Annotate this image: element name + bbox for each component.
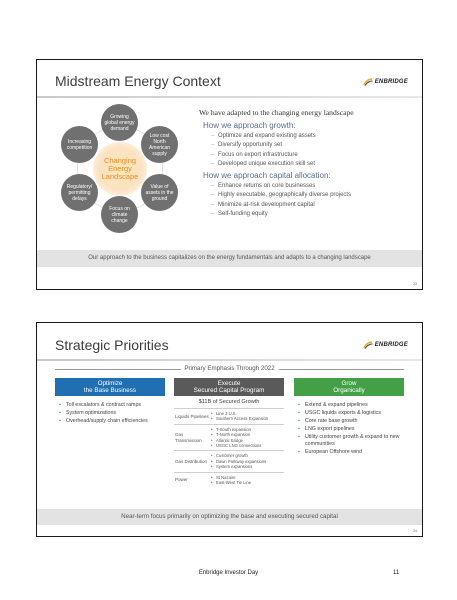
table-item: • Dawn Parkway expansions	[211, 459, 283, 464]
table-row	[174, 472, 284, 487]
table-item: • Southern Access Expansion	[211, 416, 283, 421]
approach-headline: We have adapted to the changing energy landscape	[199, 108, 354, 117]
slide-page-number: 23	[413, 282, 417, 286]
list-item: – Developed unique execution skill set	[211, 160, 417, 169]
enbridge-swoosh-icon	[363, 78, 373, 86]
table-item: • Atlantic Bridge	[211, 438, 283, 443]
table-row	[174, 451, 284, 472]
diagram-node: Increasing competition	[61, 126, 98, 163]
title-divider	[37, 359, 422, 361]
table-items	[210, 424, 284, 451]
diagram-node: Regulatory/ permitting delays	[61, 174, 98, 211]
column-execute-capital	[174, 378, 284, 487]
list-item: – Minimize at-risk development capital	[211, 201, 417, 210]
footer-page-number: 11	[393, 570, 400, 576]
energy-landscape-diagram	[55, 104, 185, 234]
table-item: • St Nazaire	[211, 475, 283, 480]
list-item: – Diversify opportunity set	[211, 141, 417, 150]
table-item: • T-North expansion	[211, 432, 283, 437]
column-list	[298, 402, 404, 455]
column-header	[55, 378, 165, 396]
list-item: ▪ System optimizations	[59, 410, 165, 417]
column-header	[294, 378, 404, 396]
column-grow-organically	[294, 378, 404, 457]
table-item: • System expansions	[211, 464, 283, 469]
list-item: ▪ LNG export pipelines	[298, 426, 404, 433]
growth-list	[211, 132, 417, 169]
secured-growth-subtitle: $11B of Secured Growth	[198, 399, 260, 405]
list-item: – Enhance returns on core businesses	[211, 182, 417, 191]
table-category: Liquids Pipelines	[174, 409, 210, 425]
slide-title: Midstream Energy Context	[55, 73, 221, 89]
table-row	[174, 409, 284, 425]
capital-heading: How we approach capital allocation:	[203, 171, 331, 181]
column-title-line: Secured Capital Program	[193, 387, 265, 394]
enbridge-swoosh-icon	[363, 341, 373, 349]
table-item: • Line 3 U.S.	[211, 411, 283, 416]
table-row	[174, 424, 284, 451]
list-item: – Optimize and expand existing assets	[211, 132, 417, 141]
column-title-line: Optimize	[97, 380, 123, 387]
list-item: ▪ Toll escalators & contract ramps	[59, 402, 165, 409]
list-item: – Highly executable, geographically diverse projects	[211, 191, 417, 200]
list-item: ▪ Utility customer growth & expand to new communities	[298, 434, 404, 447]
table-category: Power	[174, 472, 210, 487]
logo-text: ENBRIDGE	[374, 342, 408, 348]
column-title-line: the Base Business	[83, 387, 137, 394]
table-item: • USGC LNG connections	[211, 443, 283, 448]
slide-midstream-energy-context	[36, 59, 423, 290]
table-category: Gas Transmission	[174, 424, 210, 451]
slide-title: Strategic Priorities	[55, 337, 169, 353]
summary-banner: Near-term focus primarily on optimizing the base and executing secured capital	[37, 509, 422, 525]
diagram-node: Focus on climate change	[101, 196, 138, 233]
list-item: ▪ Extend & expand pipelines	[298, 402, 404, 409]
diagram-hub: Changing Energy Landscape	[93, 142, 147, 196]
table-items	[210, 409, 284, 425]
diagram-node: Growing global energy demand	[101, 104, 138, 141]
table-items	[210, 472, 284, 487]
table-item: • T-South expansion	[211, 427, 283, 432]
enbridge-logo	[363, 78, 408, 86]
column-header	[174, 378, 284, 396]
growth-heading: How we approach growth:	[203, 121, 296, 130]
summary-banner: Our approach to the business capitalizes on the energy fundamentals and adapts to a changing landscape	[37, 250, 422, 267]
table-item: • East-West Tie Line	[211, 480, 283, 485]
table-category: Gas Distribution	[174, 451, 210, 472]
list-item: – Self-funding equity	[211, 210, 417, 219]
approach-summary	[199, 108, 417, 221]
enbridge-logo	[363, 341, 408, 349]
diagram-node: Low cost North American supply	[141, 126, 178, 163]
logo-text: ENBRIDGE	[374, 79, 408, 85]
primary-emphasis-label	[55, 365, 404, 374]
footer-title: Enbridge Investor Day	[198, 570, 259, 576]
table-item: • Customer growth	[211, 453, 283, 458]
column-list	[59, 402, 165, 425]
capital-list	[211, 182, 417, 219]
column-title-line: Grow	[341, 380, 357, 387]
list-item: ▪ European Offshore wind	[298, 449, 404, 456]
diagram-node: Value of assets in the ground	[141, 174, 178, 211]
emphasis-text: Primary Emphasis Through 2022	[180, 365, 278, 372]
list-item: ▪ Overhead/supply chain efficiencies	[59, 418, 165, 425]
slide-strategic-priorities	[36, 322, 423, 537]
list-item: ▪ USGC liquids exports & logistics	[298, 410, 404, 417]
column-title-line: Execute	[217, 380, 241, 387]
column-optimize-base	[55, 378, 165, 426]
secured-projects-table	[174, 408, 284, 487]
list-item: – Focus on export infrastructure	[211, 151, 417, 160]
title-divider	[37, 96, 422, 98]
table-items	[210, 451, 284, 472]
column-title-line: Organically	[333, 387, 365, 394]
list-item: ▪ Core rate base growth	[298, 418, 404, 425]
slide-page-number: 24	[413, 529, 417, 533]
